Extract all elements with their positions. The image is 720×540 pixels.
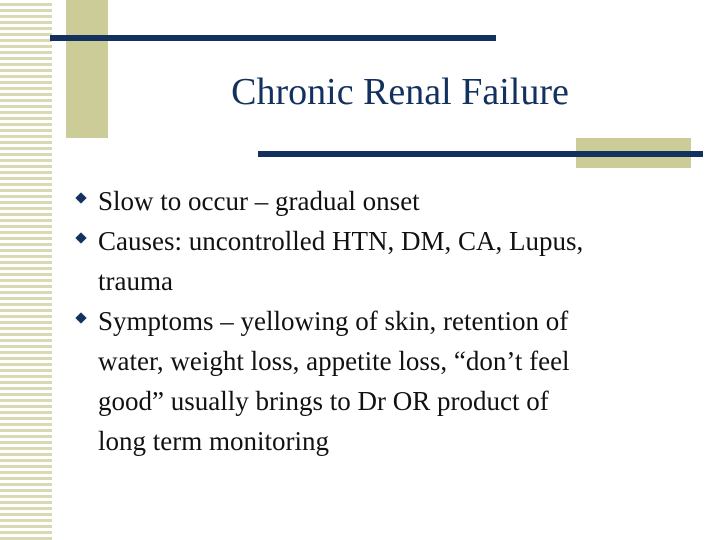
bullet-text-line: long term monitoring: [98, 426, 329, 456]
left-stripe-decoration: [0, 0, 52, 540]
bullet-text-line: trauma: [98, 266, 173, 296]
bullet-item: [76, 221, 696, 301]
bullet-text-line: Causes: uncontrolled HTN, DM, CA, Lupus,: [98, 226, 584, 256]
title-rule-bottom: [258, 151, 703, 157]
bullet-text-line: Slow to occur – gradual onset: [98, 186, 420, 216]
diamond-bullet-icon: [75, 312, 86, 323]
bullet-text-line: Symptoms – yellowing of skin, retention of: [98, 306, 569, 336]
slide-title: Chronic Renal Failure: [231, 71, 569, 113]
bullet-text-line: good” usually brings to Dr OR product of: [98, 386, 549, 416]
bullet-item: [76, 181, 696, 221]
diamond-bullet-icon: [75, 232, 86, 243]
bullet-text-line: water, weight loss, appetite loss, “don’t feel: [98, 346, 570, 376]
bullet-list: [76, 181, 696, 461]
diamond-bullet-icon: [75, 192, 86, 203]
accent-block-top: [66, 0, 108, 138]
bullet-item: [76, 301, 696, 461]
title-rule-top: [50, 35, 496, 41]
